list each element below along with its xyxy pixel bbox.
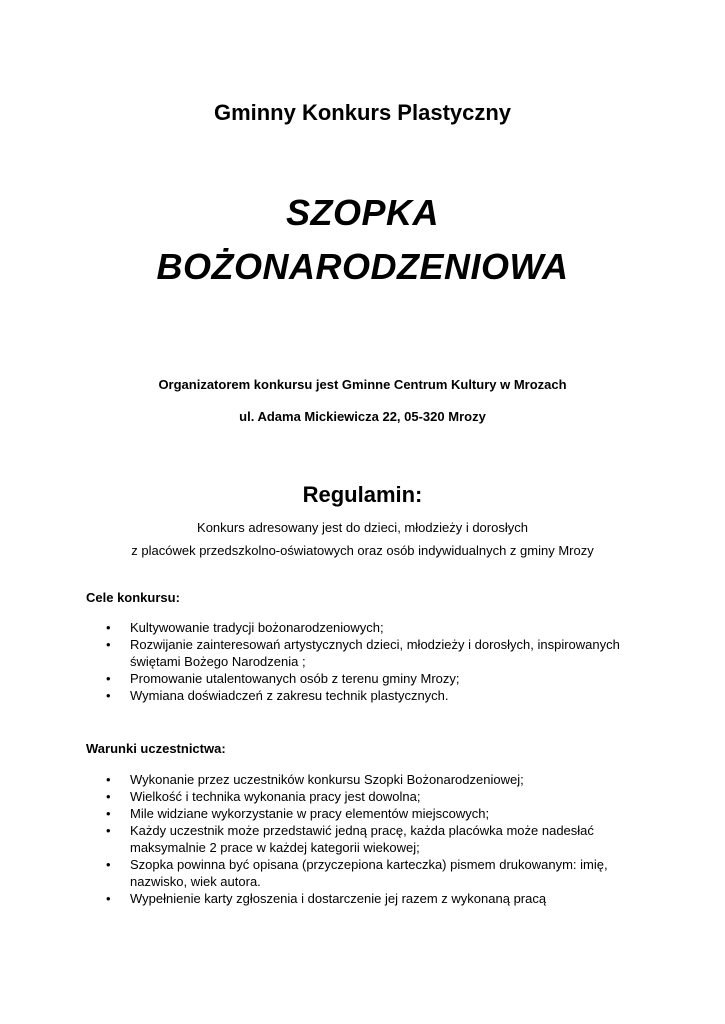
list-item: • Wymiana doświadczeń z zakresu technik plastycznych. bbox=[106, 687, 646, 704]
list-item: • Wypełnienie karty zgłoszenia i dostarczenie jej razem z wykonaną pracą bbox=[106, 890, 646, 907]
contest-subtitle: Gminny Konkurs Plastyczny bbox=[213, 100, 512, 125]
conditions-list bbox=[106, 771, 646, 907]
list-item: • Szopka powinna być opisana (przyczepiona karteczka) pismem drukowanym: imię, nazwisko, wiek autora. bbox=[106, 856, 646, 890]
title-line-2: BOŻONARODZENIOWA bbox=[156, 246, 569, 287]
list-item: • Kultywowanie tradycji bożonarodzeniowych; bbox=[106, 619, 646, 636]
list-item: • Wielkość i technika wykonania pracy jest dowolna; bbox=[106, 788, 646, 805]
list-item: • Każdy uczestnik może przedstawić jedną pracę, każda placówka może nadesłać maksymalnie 2 prace w każdej kategorii wiekowej; bbox=[106, 822, 646, 856]
list-item: • Mile widziane wykorzystanie w pracy elementów miejscowych; bbox=[106, 805, 646, 822]
conditions-section-title: Warunki uczestnictwa: bbox=[86, 741, 226, 756]
goals-section-title: Cele konkursu: bbox=[86, 590, 180, 605]
list-item: • Promowanie utalentowanych osób z terenu gminy Mrozy; bbox=[106, 670, 646, 687]
goals-list bbox=[106, 619, 646, 704]
intro-line-1: Konkurs adresowany jest do dzieci, młodzieży i dorosłych bbox=[197, 520, 528, 535]
intro-line-2: z placówek przedszkolno-oświatowych oraz osób indywidualnych z gminy Mrozy bbox=[131, 543, 594, 558]
regulamin-heading: Regulamin: bbox=[302, 482, 423, 507]
organizer-address: ul. Adama Mickiewicza 22, 05-320 Mrozy bbox=[239, 409, 486, 424]
list-item: • Wykonanie przez uczestników konkursu Szopki Bożonarodzeniowej; bbox=[106, 771, 646, 788]
list-item: • Rozwijanie zainteresowań artystycznych dzieci, młodzieży i dorosłych, inspirowanych świętami Bożego Narodzenia ; bbox=[106, 636, 646, 670]
title-line-1: SZOPKA bbox=[285, 192, 439, 233]
organizer-line: Organizatorem konkursu jest Gminne Centrum Kultury w Mrozach bbox=[158, 377, 567, 392]
